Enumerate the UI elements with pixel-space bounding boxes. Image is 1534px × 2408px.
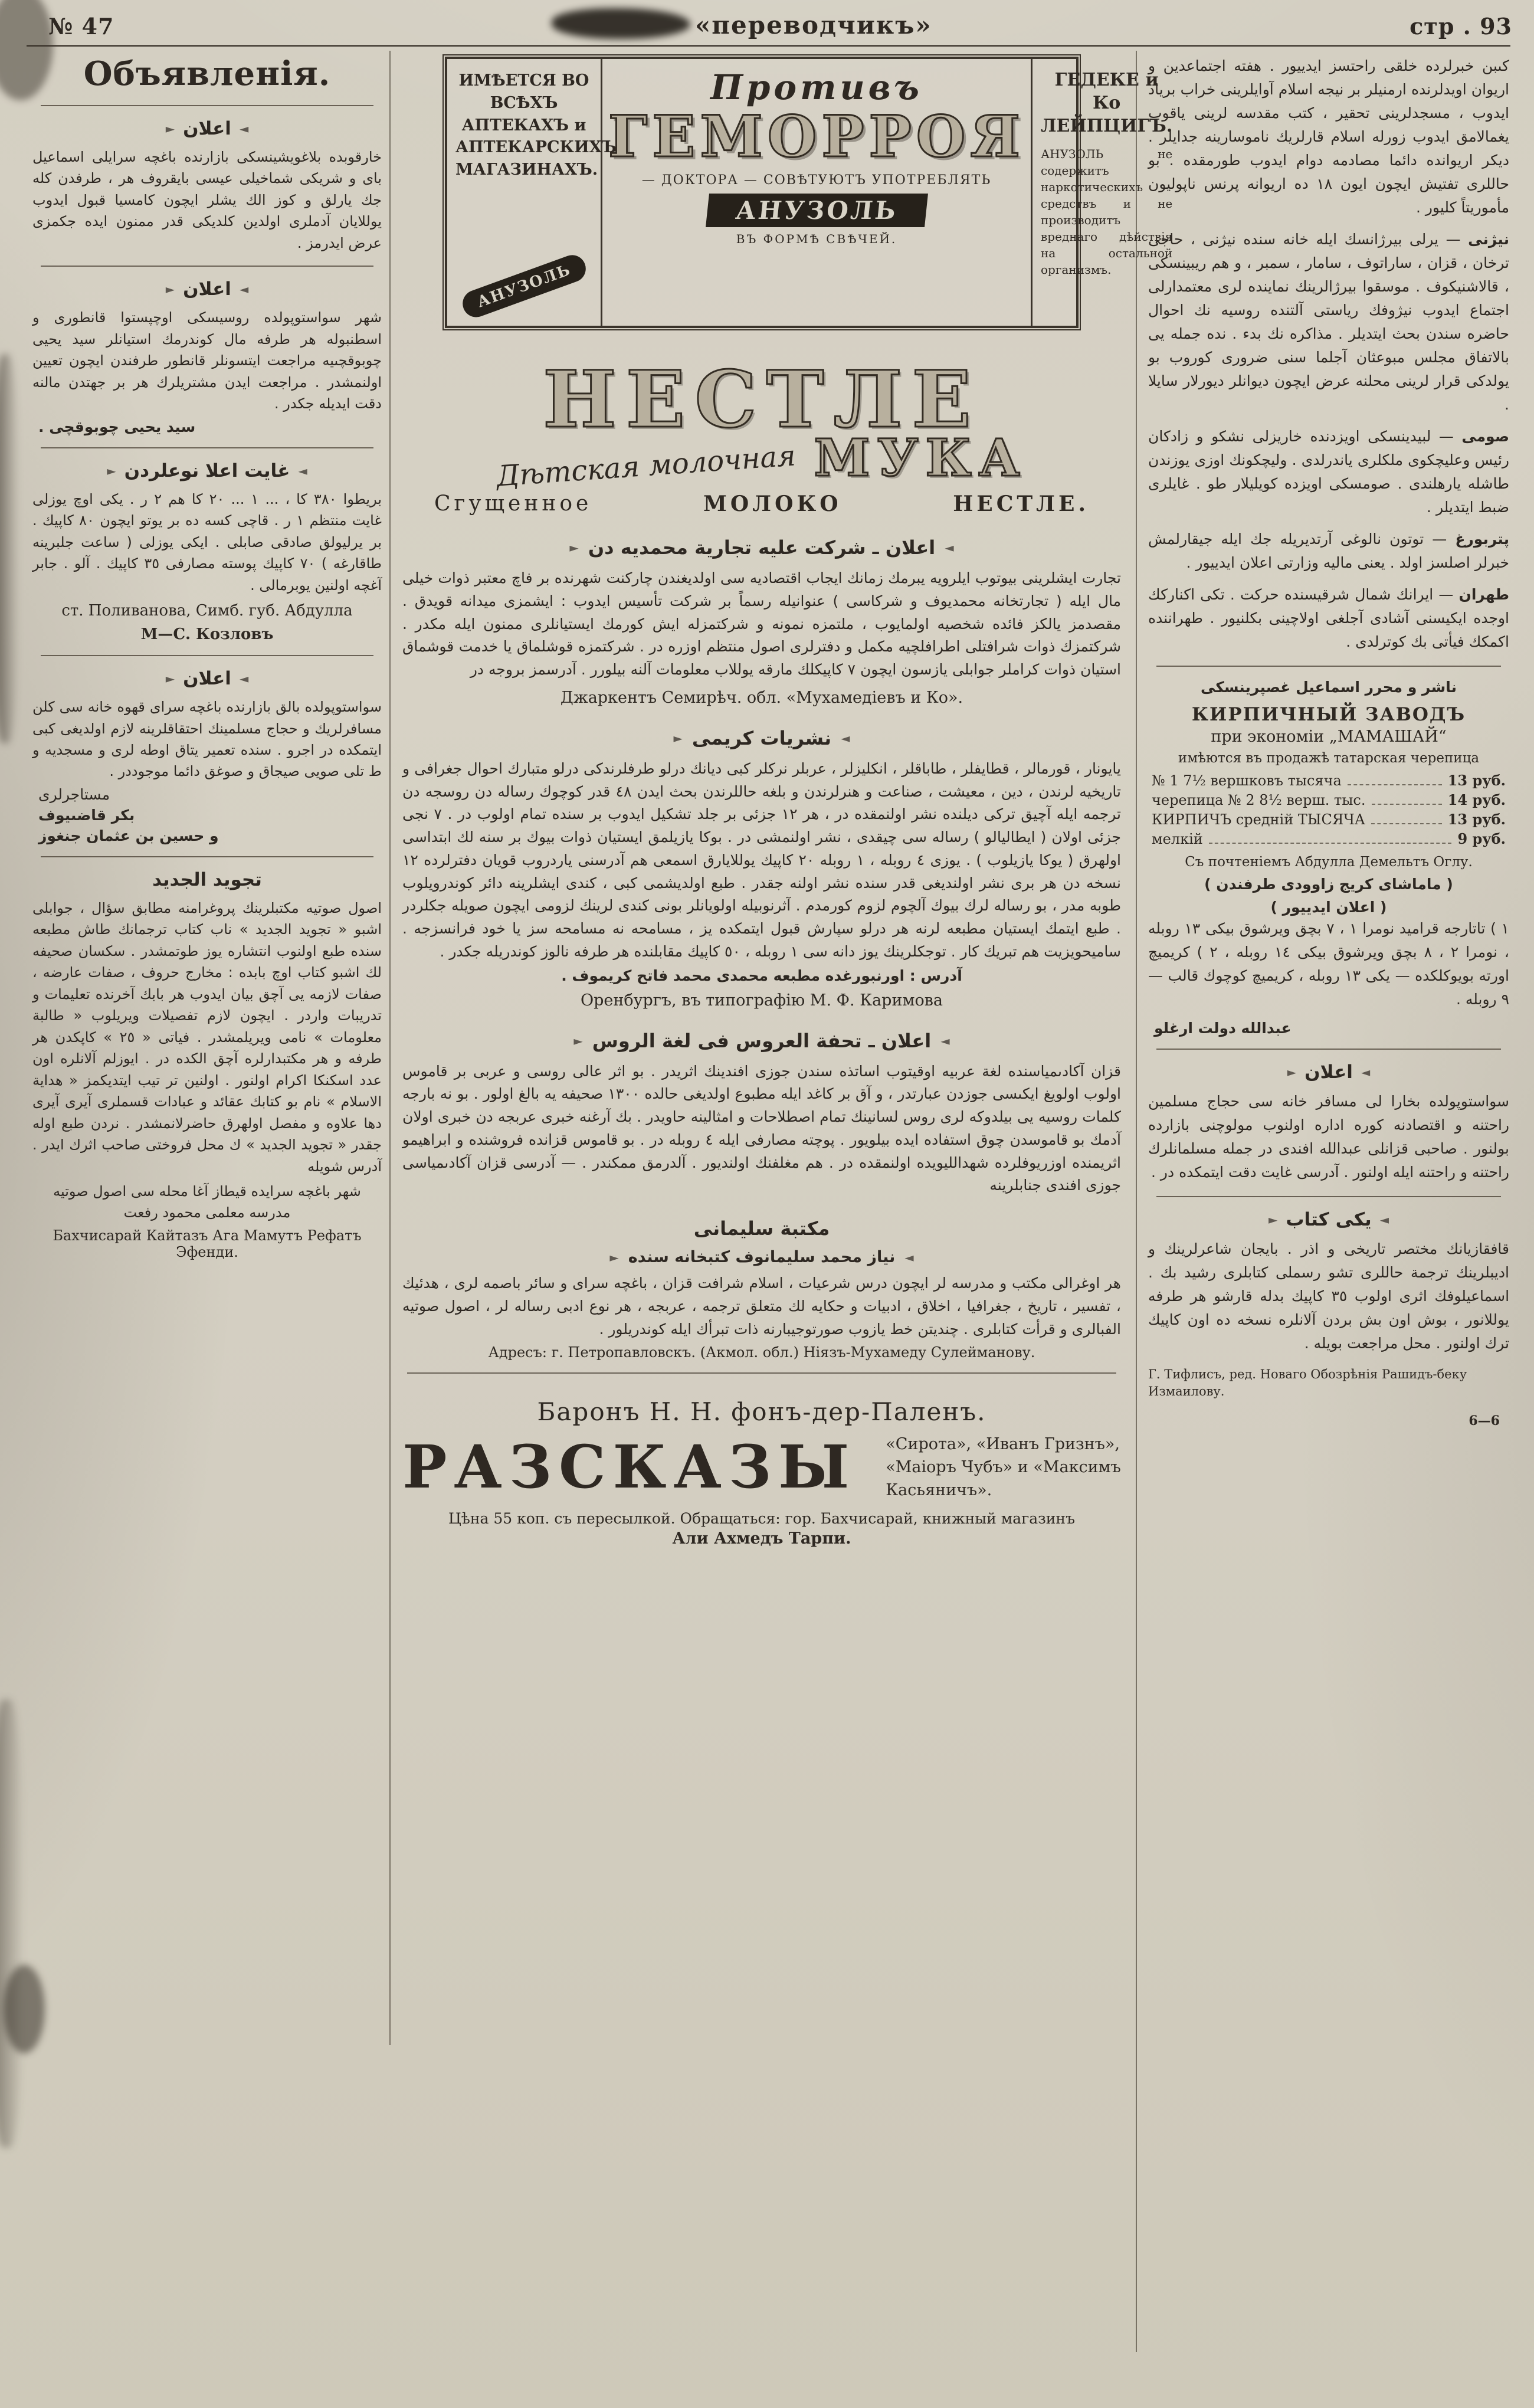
brick-factory-ad (1148, 704, 1509, 870)
anuzol-banner: АНУЗОЛЬ (706, 194, 928, 227)
address-arabic: آدرس : اورنبورغده مطبعه محمدى محمد فاتح كريموف . (561, 967, 962, 984)
suppository-form-text: ВЪ ФОРМѢ СВѢЧЕЙ. (736, 231, 897, 246)
availability-text: ИМѢЕТСЯ ВО ВСѢХЪ АПТЕКАХЪ и АПТЕКАРСКИХЪ МАГАЗИНАХЪ. (455, 71, 617, 179)
publisher-line: ناشر و محرر اسماعيل غصپرينسكى (1201, 679, 1457, 696)
announcement-text: شهر سواستوپولده روسيسكى اوچپستوا قانطورى و اسطنبوله هر طرفه مال كوندرمك استيانلر سيد يحيى چوبوقچىيه مراجعت ايتسونلر قانطور طرفندن ايچون تعيين اولنمشدر . مراجعت ايدن مشتريلرك هر بر جهتدن مالنه دقت ايديله جكدر . (32, 309, 382, 412)
baron-ad (399, 1397, 1125, 1548)
tiflis-address: Г. Тифлисъ, ред. Новаго Обозрѣнія Рашидъ-беку Измаилову. (1148, 1367, 1467, 1399)
article-text: هر اوغرالى مكتب و مدرسه لر ايچون درس شرعيات ، اسلام شرافت قزان ، باغچه سراى و سائر باصمه لرى ، هدئيك ، تفسير ، تاريخ ، جغرافيا ، اخلاق ، ادبيات و حكايه لك متعلق ترجمه ، عربجه ، هر نوع ادبى رساله لر ، اصول صوتيه الفبالرى و قرأت كتابلرى . چنديتن خط يازوب صورتوجيبارنه ذات تبرأك ايله كوندريلور . (402, 1275, 1121, 1338)
dateline: صومى (1461, 428, 1509, 445)
flourish-icon: ► (107, 463, 116, 478)
regards-line: Съ почтеніемъ Абдулла Демельтъ Оглу. (1185, 854, 1473, 870)
article-text: تجارت ايشلرينى بيوتوب ايلرويه يبرمك زمانك ايجاب اقتصاديه سى اولديغندن چاركنت شهرنده بر فاچ معتبر ذوات خيلى مال ايله ( تجارتخانه محمديوف و شركاسى ) عنوانيله رسماً بر شركت تأسيس ايدوب : ايشمزى ميدانه قويدق . مقصدمز يالكز فائده شخصيه اولمايوب ، ملتمزه نمونه و شركتمزله ايش كورمك ايستيانلرى ممنون ايله مكدر . شركتمزك ذوات شرافتلى اطرافلچيه مكمل و دفترلرى اصول منتظم اوزره در . شركتمزه قوشلماق يا خدمت قوشماق استيان ذوات كراملر جوابلى يازسون ايچون ٧ كاپيكلك مارقه يوللاب معلومات آلنه بيلورر . آدرسمز بروجه در (402, 569, 1121, 678)
article-text: يايونار ، قورمالر ، قطايفلر ، طاباقلر ، انكليزلر ، عربلر نركلر كبى ديانك درلو طرفلرندكى درلو متبارك احوال جغرافى و تاريخيه لرندن ، دين ، معيشت ، صناعت و هنرلرندن و بلغه حاللرندن بحث ايدن ٤٨ قدر كوچوك رساله دن روسجه دن ترجمه ايله آچيق تركى ديلنده نشر اولنمقده در ، هر ١٢ جزئى بر جلد تشكيل ايدوب بر سنده تمام اولوب در . ٧ نجى جزئى اولان ( ايطاليالو ) رساله سى چيقدى ، نشر اولنمشى در . بوكا يازيلمق ايستيان ذوات بيوك بر سنه لك ابتداسى اولهرق ( يوكا يازيلوب ) . يوزى ٤ روبله ، ١ روبله ٢٠ كاپيك يوللايارق اسمعى هم آدرسنى ياردروب قويان دفترلرده ١٢ نسخه دن هر برى نشر اولنديغى قدر سنده نشر اولنه جقدر . طبع اولديشمى كبى ، كندى ايشلرينه دائر كوندرويلوب طوبه مدر ، بو رساله لرك بيوك آلچوم لزوم كورمدم . آثرنوبيله اولويانلر بونى كندى لرينك لزومى ايچون صويله جكلردر . طبع ايتمك ايستيان مطبعه لرنه هر درلو سپارش قبول ايتمكده يز ، مسامحه نه مسامحه سز يا خود فرانسزجه . ساميحويزيت هم تبريك كار . توجكلرينك يوز دانه سى ١ روبله ، ٥٠ كاپيك مقابلنده هر طرفه نالوز كوندريله جكدر . (402, 759, 1121, 960)
manufacturer-text: ГЕДЕКЕ и Ко ЛЕЙПЦИГЪ. (1041, 70, 1173, 136)
column-divider (1136, 51, 1137, 2352)
flourish-icon: ► (1287, 1065, 1297, 1079)
news-body: — لبيدينسكى اويزدنده خاريزلى نشكو و زادكان رئيس وعليچكوى ملكلرى ياندرلدى . وليچكونك اوزى يوزندن طاشله يارهلندى . صومسكى اويزده كويليلار طو . غايلرى ضبط ايتديلر . (1148, 428, 1509, 516)
article-title: مكتبة سليمانى (693, 1217, 830, 1240)
article-subheader (399, 1248, 1125, 1266)
news-text (1148, 425, 1509, 519)
mamashay-prices: ١ ) تاتارجه قراميد نومرا ١ ، ٧ بچق ويرشوق بيكى ١٣ روبله ، نومرا ٢ ، ٨ بچق ويرشوق بيكى ١٤ روبله ، ٢ ) كريميچ اورته بويوكلكده — يكى ١٣ روبله ، كريميچ كوچوك قالب — ٩ روبله . (1148, 920, 1509, 1008)
brick-factory-subtitle: при экономіи „МАМАШАЙ“ (1211, 728, 1447, 746)
section-header (32, 869, 382, 890)
price-row (1152, 811, 1506, 828)
section-header (32, 460, 382, 481)
flourish-icon: ◄ (1361, 1065, 1371, 1079)
signature: بكر قاضىيوف (38, 806, 135, 824)
news-body: — ايرانك شمال شرقيسنده حركت . تكى اكناركك اوجده ايكيسنى آشادى آجلغى اولاچينى بكلنيور . طهراننده اكمكك فيأتى بك كوترلدى . (1148, 586, 1509, 650)
nestle-brand-text: НЕСТЛЕ (543, 354, 981, 445)
price-leader (1348, 775, 1442, 785)
page-number: стр . 93 (1410, 13, 1512, 40)
nestle-ad (411, 354, 1113, 516)
article-title: اعلان ـ تحفة العروس فى لغة الروس (592, 1029, 932, 1052)
address-line: Оренбургъ, въ типографію М. Ф. Каримова (580, 991, 943, 1010)
milk-flour-script: Дѣтская молочная (495, 439, 797, 493)
protiv-text: Противъ (710, 67, 923, 107)
flourish-icon: ► (609, 1250, 619, 1264)
section-header (1148, 1062, 1509, 1083)
price-label: № 1 7½ вершковъ тысяча (1152, 772, 1342, 789)
anuzol-pill-label: АНУЗОЛЬ (458, 251, 589, 321)
price-row (1152, 772, 1506, 789)
section-header (1148, 1209, 1509, 1230)
price-value: 14 руб. (1447, 791, 1506, 808)
flourish-icon: ◄ (239, 122, 249, 136)
section-title: يكى كتاب (1286, 1209, 1372, 1230)
news-text: كىبن خبرلرده خلقى راحتسز ايدييور . هفته اجتماعدين و اريوان اويدلرنده ارمنيلر بر نيجه اسلام آوايلرينى خراب برياد ايدوب ، مسجدلرينى تحقير ، كتب مقدسه لرينى ياقوب يغمالامق ايدوب زورله اسلام قارلريك ناموسارينه جدايلر . ديكر اريوانده دائما مصادمه دوام ايدوب طورمقده . بو حاللرى تفتيش ايچون ايون ١٨ ده اريوانه پرنس ناپوليون مأموريتاً كليور . (1148, 57, 1509, 216)
address-line: Джаркентъ Семирѣч. обл. «Мухамедіевъ и Ко». (560, 688, 963, 707)
flourish-icon: ► (673, 730, 683, 745)
signature: Бахчисарай Кайтазъ Ага Мамутъ Рефатъ Эфенди. (53, 1227, 362, 1260)
section-rule (1156, 1049, 1501, 1050)
disclaimer-text: АНУЗОЛЬ не содержитъ наркотическихъ средствъ и не производитъ вреднаго дѣйствія на остальной организмъ. (1041, 147, 1173, 277)
section-rule (41, 856, 373, 857)
flourish-icon: ► (165, 122, 175, 136)
article-subtitle: نياز محمد سليمانوف كتبخانه سنده (628, 1248, 896, 1266)
section-header (32, 668, 382, 689)
baron-ad-row (399, 1432, 1125, 1502)
flourish-icon: ◄ (940, 1033, 950, 1048)
section-rule (41, 105, 373, 106)
mamashay-subheader: ( اعلان ايدييور ) (1270, 899, 1387, 916)
dateline: نيژنى (1468, 231, 1509, 248)
brick-factory-title: КИРПИЧНЫЙ ЗАВОДЪ (1191, 704, 1466, 725)
section-title: تجويد الجديد (152, 869, 262, 890)
section-rule (41, 447, 373, 448)
price-leader (1209, 833, 1452, 844)
muka-text: МУКА (814, 428, 1027, 488)
article-text: قزان آكادىمياسنده لغة عربيه اوقيتوب اساتذه سندن جوزى افندينك اثريدر . بو اثر عالى روسى و عربى بر قاموس اولوب اولويغ ايكىسى جوزدن عبارتدر ، و آق بر كاغد ايله مطبوع اولديغى حالده ١٣٠٠ صحيفه يه بالغ اولور . بو نه بارجه كلمات روسيه يى بيلدوكه لرى روس لسانينك تمام اصطلاحات و امثالينه حاويدر . بك آرغنه خبرى عربجه دن خبرى اولان آدمك بو قاموسدن چوق استفاده ايده بيلويور . پوچته مصارفى ايله ٤ روبله در . بو قاموس قزانده فروشنده و ابراهيمو اثريمنده اوزريوفلرده شهدالليويده اولنمقده در . هم مغلفنك اولنديور . آلدرمق ممكندر . — آدرسى قزان آكادىمياسى جوزى افندى جنابلرينه (402, 1062, 1122, 1194)
article-header (399, 1030, 1125, 1052)
announcement-text: خارقوبده بلاغويشينسكى بازارنده باغچه سرايلى اسماعيل باى و شريكى شماخيلى عيسى بايقروف هر ، طرفدن كله جك يارلق و كوز الك يشلر ايچون كامسيا قبول ايدوب يوللايان آدملرى اولدين كلديكى قدر ممنون ايده جكمزى عرض ايدرمز . (32, 149, 382, 251)
mamashay-header: ( ماماشاى كريج زاوودى طرفندن ) (1204, 876, 1453, 893)
anuzol-ad-left (447, 59, 617, 326)
section-title: غايت اعلا نوعلردن (124, 460, 290, 481)
price-value: 13 руб. (1447, 811, 1506, 828)
announcement-text: اصول صوتيه مكتبلرينك پروغرامنه مطابق سؤال ، جوابلى اشبو « تجويد الجديد » ناب كتاب ترجمانك طاش مطبعه سنده طبع اولنوب انتشاره يوز طوتمشدر . سكسان صحيفه لك اشبو كتاب اوچ بابده : مخارج حروف ، صفات عارضه ، صفات لازمه يى آچق بيان ايدوب هر بابك آخرنده تعليمات و تدريبات واردر . ايچون لازم تفصيلات ويريلوب « طالبة معلومات » نامى ويريلمشدر . فياتى « ٢٥ » كاپكدن هر طرفه و هر مكتبدارلره آچق الكده در . ايوزلم آلانلره اون عدد اسكنكا اكرام اولنور . اولنين تر تيب ايتديكمز « هداية الاسلام » نام بو كتابك عقائد و عبادات قسملرى آيرى آيرى دها علاوه و مفصل اولهرق حاضرلانمشدر . نردن طبع اوله جقدر « تجويد الجديد » ك محل فروختى صاحب اثرك ايدر . آدرس شويله (32, 899, 382, 1175)
ink-smudge (4, 1965, 45, 2053)
news-body: — يرلى بيرژانسك ايله خانه سنده نيژنى ، حاجى ترخان ، قزان ، ساراتوف ، سامار ، سمبر ، و هم ريبينسكى ، قالاشنيكوف . موسقوا بيرژالرينك نماينده لرى معتمدارلى اجتماع ايدوب نيژوفك رياستى آلتنده روسيه نك احوال حاضره سندن بحث ايتديلر . مذاكره نك بدء . نده جمله يى بالاتفاق مجلس مبوعثان آجلما سنى ضرورى كوروب بو يولدكى قرار لرينى محلنه عرض ايچون ديوانلر ديورلار سايلا . (1148, 231, 1509, 413)
bookshop-name: Али Ахмедъ Тарпи. (672, 1529, 851, 1548)
ink-smudge (0, 354, 19, 743)
razskazy-title: РАЗСКАЗЫ (402, 1432, 857, 1502)
price-label: черепица № 2 8½ верш. тыс. (1152, 792, 1366, 808)
section-rule (407, 1372, 1116, 1374)
flourish-icon: ◄ (1379, 1213, 1389, 1227)
address-line: Адресъ: г. Петропавловскъ. (Акмол. обл.) Ніязъ-Мухамеду Сулейманову. (488, 1344, 1035, 1361)
section-rule (1156, 1196, 1501, 1197)
section-rule (41, 655, 373, 656)
news-text (1148, 528, 1509, 575)
doctors-advise-text: — ДОКТОРА — СОВѢТУЮТЪ УПОТРЕБЛЯТЬ (641, 172, 992, 188)
article-header (399, 536, 1125, 559)
masthead-title: «переводчикъ» (695, 11, 932, 40)
news-body: — توتون نالوغى آرتديريله جك ايله جيقارلمش خبرلر اصلسز اولد . يعنى ماليه وزارتى اعلان ايدييور . (1148, 530, 1509, 571)
announcements-title: Объявленія. (83, 54, 331, 93)
story-title-line: «Сирота», «Иванъ Гризнъ», (886, 1434, 1120, 1453)
header-rule (27, 45, 1510, 47)
column-divider (389, 51, 391, 2045)
section-header (32, 118, 382, 139)
price-leader (1371, 814, 1442, 824)
ink-smudge (0, 1699, 24, 2148)
flourish-icon: ◄ (945, 540, 954, 555)
section-header (32, 279, 382, 300)
story-title-line: «Маіоръ Чубъ» и «Максимъ (886, 1457, 1121, 1476)
section-title: اعلان (183, 279, 231, 300)
price-label: КИРПИЧЪ средній ТЫСЯЧА (1152, 811, 1365, 828)
flourish-icon: ◄ (904, 1250, 914, 1264)
signature: و حسين بن عثمان جنغوز (38, 827, 219, 844)
price-row (1152, 830, 1506, 847)
milk-word: МОЛОКО (703, 492, 842, 516)
price-value: 13 руб. (1447, 772, 1506, 789)
flourish-icon: ◄ (298, 463, 307, 478)
flourish-icon: ► (1268, 1213, 1278, 1227)
gemorroya-text: ГЕМОРРОЯ (608, 103, 1025, 170)
announcement-text: بريطوا ٣٨٠ كا ، ... ١ ... ٢٠ كا هم ٢ ر . يكى اوچ يوزلى غايت منتظم ١ ر . قاچى كسه ده بر يوتو ايچون ٨٠ كاپيك . بر يرليولق صادقى صابلى . ايكى يوزلى ( ساعت جلبرينه طاقارغه ) ٧٠ كاپيك پوسته مصارفى ٣٥ كاپيك . آلو . جابر آغچه اولنين يوبرمالى . (32, 490, 382, 594)
price-row (1152, 791, 1506, 808)
story-title-line: Касьяничъ». (886, 1480, 992, 1499)
section-title: اعلان (183, 668, 231, 690)
news-text (1148, 228, 1509, 417)
article-title: اعلان ـ شركت عليه تجارية محمديه دن (588, 536, 936, 559)
address-line: ст. Поливанова, Симб. губ. Абдулла (61, 602, 353, 620)
flourish-icon: ► (165, 282, 175, 297)
story-titles (886, 1433, 1121, 1502)
price-line: Цѣна 55 коп. съ пересылкой. Обращаться: гор. Бахчисарай, книжный магазинъ (448, 1510, 1075, 1528)
author-name: Баронъ Н. Н. фонъ-дер-Паленъ. (537, 1397, 986, 1427)
news-text (1148, 583, 1509, 654)
flourish-icon: ◄ (841, 730, 850, 745)
brick-factory-note: имѣются въ продажѣ татарская черепица (1178, 751, 1480, 766)
article-header (399, 1217, 1125, 1240)
nestle-word: НЕСТЛЕ. (953, 492, 1089, 516)
dateline: طهران (1458, 586, 1509, 603)
section-rule (41, 266, 373, 267)
anuzol-ad (445, 57, 1173, 328)
signature: مستاجرلرى (38, 785, 110, 803)
condensed-milk-line (411, 488, 1113, 516)
article-header (399, 727, 1125, 749)
dateline: پتربورغ (1455, 530, 1509, 548)
price-leader (1372, 794, 1442, 805)
condensed-word: Сгущенное (434, 492, 592, 516)
flourish-icon: ◄ (239, 671, 249, 686)
ad-run-number: 6—6 (1469, 1413, 1500, 1429)
announcement-text: سواستوپولده بالق بازارنده باغچه سراى قهوه خانه سى كلن مسافرلريك و حجاج مسلمينك احتقاقلرينه لازم اولديغى كبى ايتمكده در اجرو . سنده تعمير يتاق اوطه لرى و مسجديه و ط تلى صويى صيجاق و صوغق دائما موجوددر . (32, 699, 382, 780)
address-line: М—С. Козловъ (140, 625, 274, 644)
section-title: اعلان (1304, 1062, 1353, 1083)
article-title: نشريات كريمى (691, 726, 832, 749)
ink-smudge (552, 8, 690, 39)
section-rule (1156, 666, 1501, 667)
price-label: мелкій (1152, 831, 1203, 847)
section-title: اعلان (183, 118, 231, 139)
announcement-text: سواستوپولده بخارا لى مسافر خانه سى حجاج مسلمين راحتنه و اقتصادنه كوره اداره اولنوب مولوچنى بازارده بولنور . صاحبى قزانلى عبدالله افندى در جمله مسلمانلرك راحتنه و راحتنه ايله اولنور . آدرسى غايت دقت ايتمكده در . (1148, 1093, 1509, 1181)
flourish-icon: ► (573, 1033, 583, 1048)
right-column (1148, 54, 1509, 1429)
flourish-icon: ◄ (239, 282, 249, 297)
left-column (32, 54, 382, 1264)
book-announcement-text: قافقازيانك مختصر تاريخى و اذر . بايجان شاعرلرينك و اديبلرينك ترجمة حاللرى تشو رسملى كتابلرى رشيد بك . اسماعيلوفك اثرى اولوب ٣٥ كاپيك بدله قارشو هر طرفه يوللانور ، بوش اون بش بردن آلانلره نسخه ده اون كاپيك ترك اولنور . محل مراجعت بويله . (1148, 1240, 1510, 1352)
flourish-icon: ► (165, 671, 175, 686)
signature: سيد يحيى چوبوقچى . (38, 418, 196, 435)
price-value: 9 руб. (1457, 830, 1506, 847)
issue-number: № 47 (48, 13, 114, 40)
signature: عبدالله دولت ارغلو (1154, 1020, 1292, 1037)
anuzol-ad-center (602, 59, 1031, 326)
flourish-icon: ► (569, 540, 579, 555)
middle-column (399, 54, 1173, 1548)
announcement-note: شهر باغچه سرايده قيطاز آغا محله سى اصول صوتيه مدرسه معلمى محمود رفعت (53, 1183, 361, 1221)
